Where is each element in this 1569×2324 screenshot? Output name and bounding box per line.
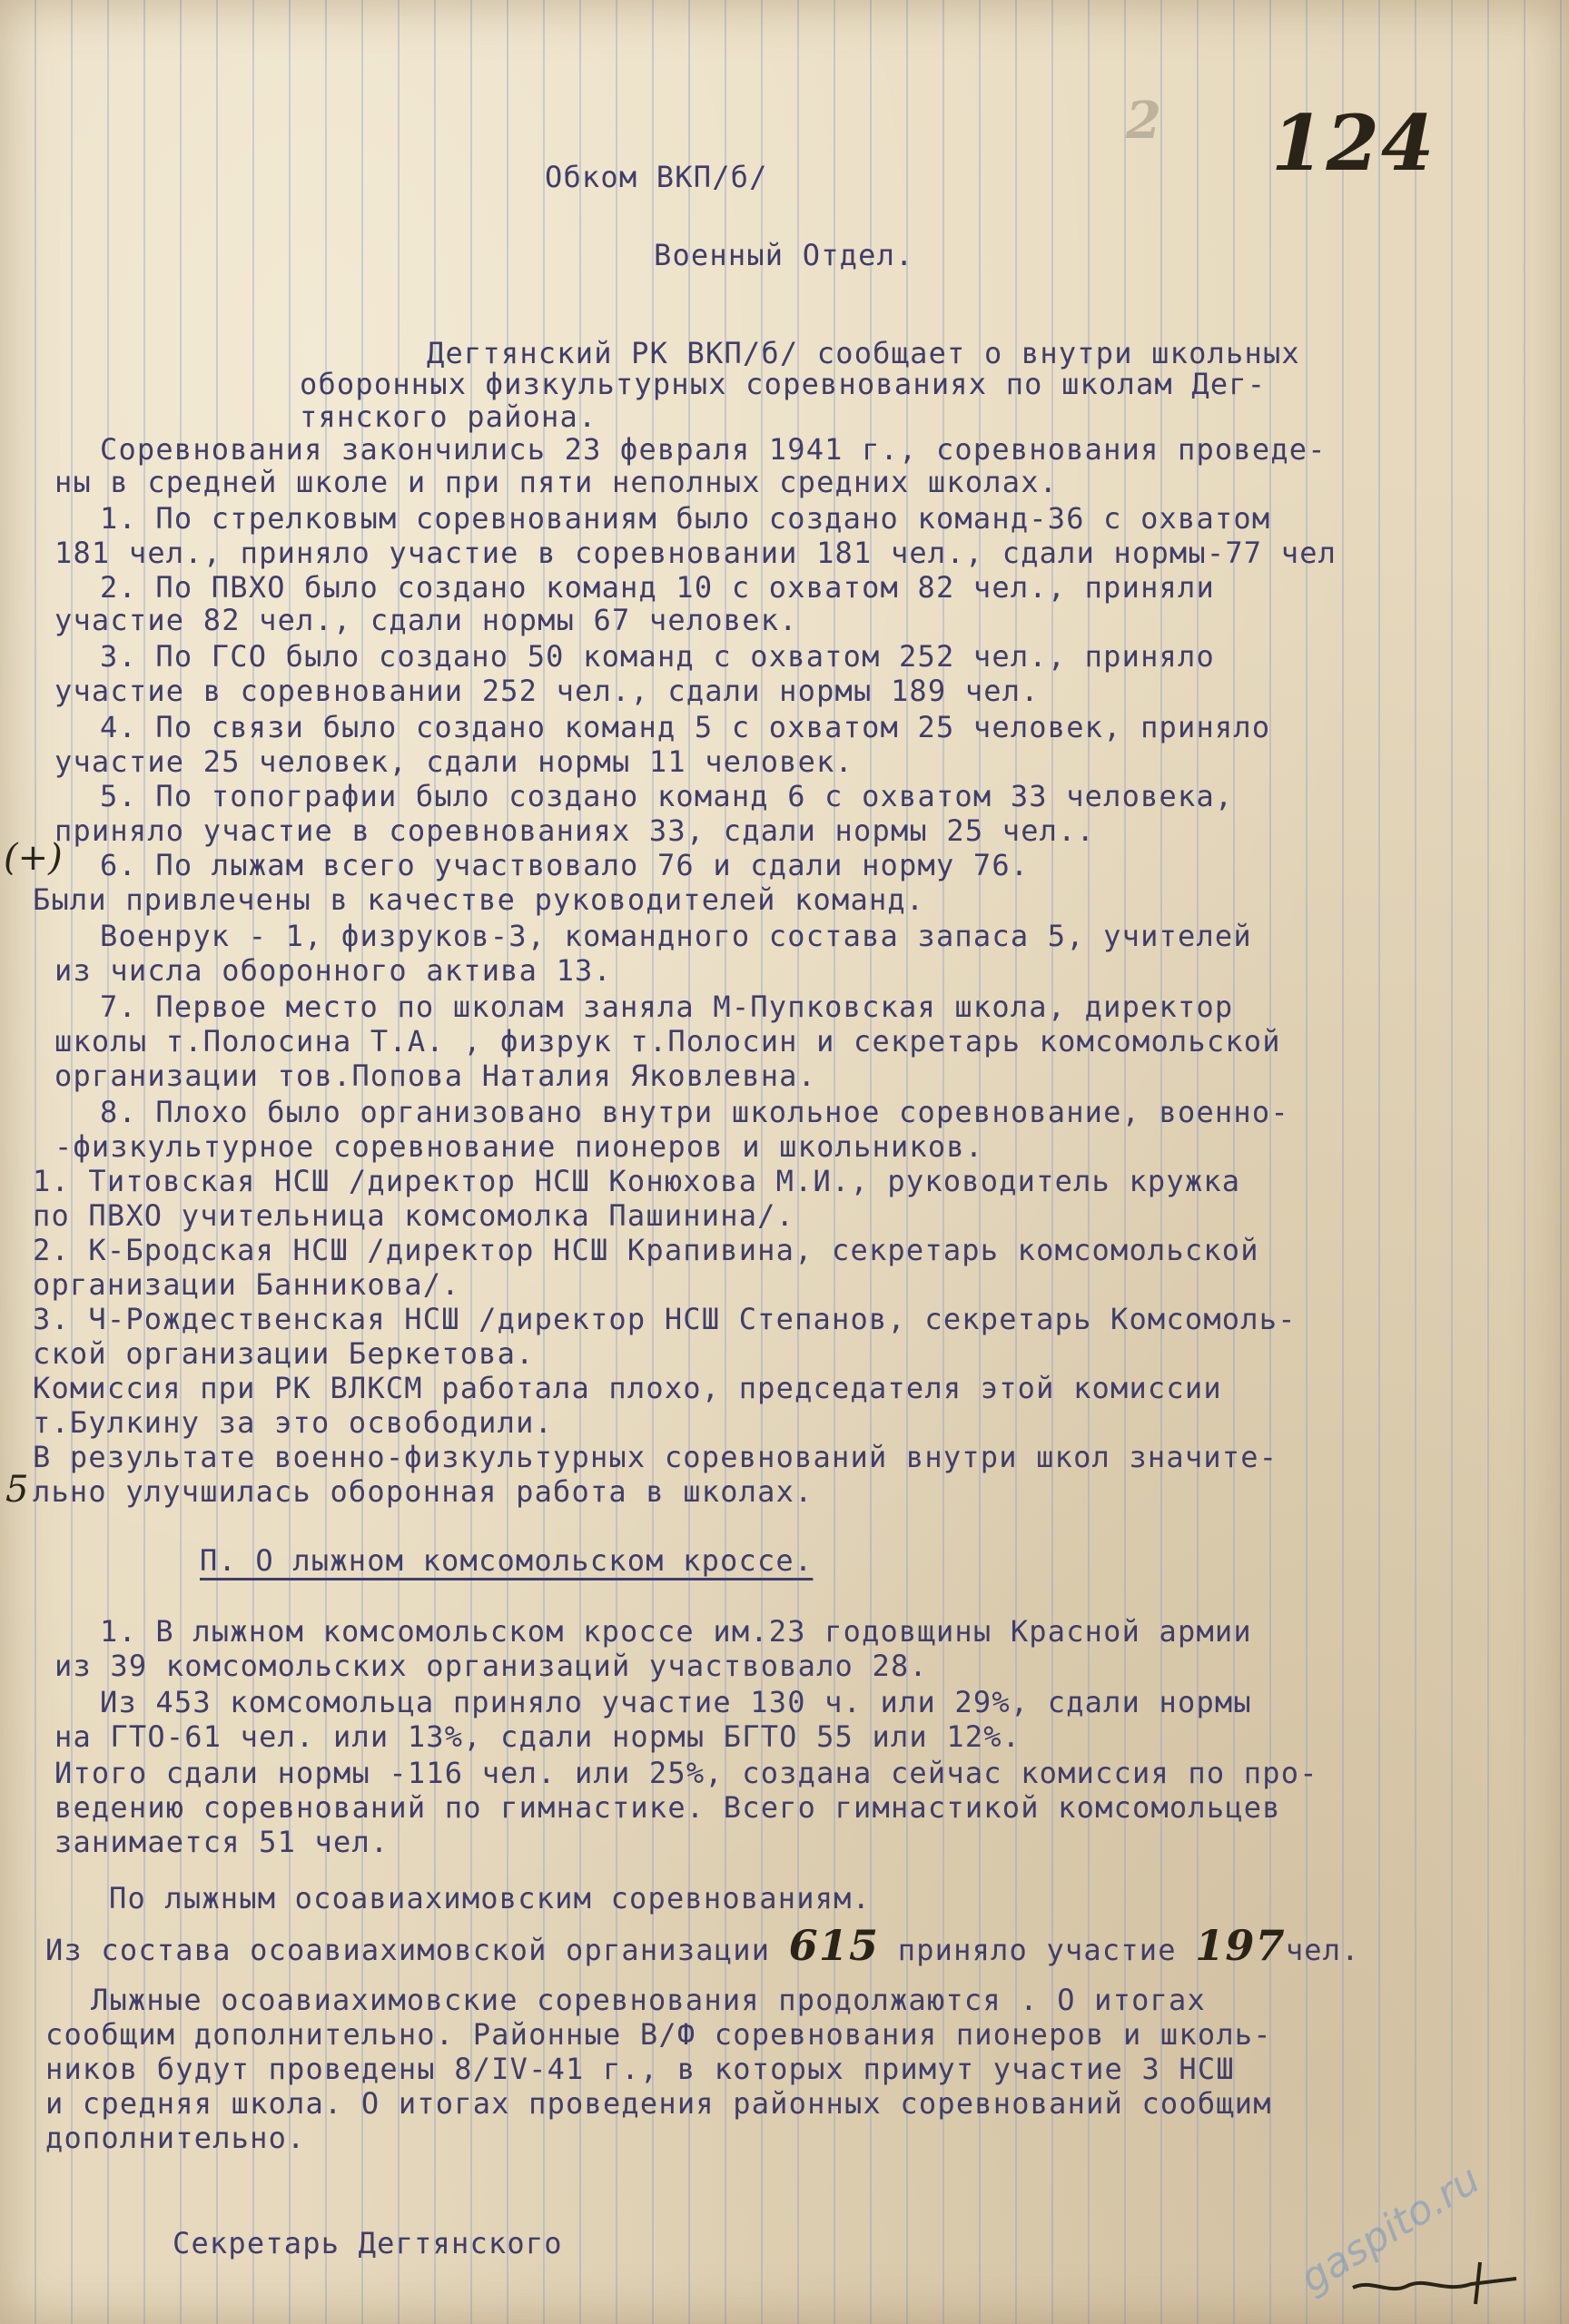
section2-line: из 39 комсомольских организаций участвовало 28. xyxy=(54,1649,928,1683)
department: Военный Отдел. xyxy=(654,238,914,272)
margin-mark: (+) xyxy=(4,837,63,879)
body-line: организации Банникова/. xyxy=(33,1267,460,1302)
handwritten-page-number: 124 xyxy=(1271,98,1436,188)
body-line: 4. По связи было создано команд 5 с охватом 25 человек, приняло xyxy=(100,710,1271,744)
body-line: -физкультурное соревнование пионеров и школьников. xyxy=(54,1129,984,1164)
section2-heading: П. О лыжном комсомольском кроссе. xyxy=(200,1543,814,1578)
body-line: по ПВХО учительница комсомолка Пашинина/. xyxy=(33,1198,795,1233)
closing-line: ников будут проведены 8/IV-41 г., в которых примут участие 3 НСШ xyxy=(45,2052,1235,2086)
section2-line: 1. В лыжном комсомольском кроссе им.23 годовщины Красной армии xyxy=(100,1614,1252,1649)
section2-line: Из 453 комсомольца приняло участие 130 ч. или 29%, сдали нормы xyxy=(100,1685,1252,1719)
body-line: 181 чел., приняло участие в соревновании 181 чел., сдали нормы-77 чел xyxy=(54,536,1337,570)
section2-line: на ГТО-61 чел. или 13%, сдали нормы БГТО 55 или 12%. xyxy=(54,1719,1021,1754)
body-line: ской организации Беркетова. xyxy=(33,1336,535,1371)
body-line: 2. По ПВХО было создано команд 10 с охватом 82 чел., приняли xyxy=(100,570,1215,605)
closing-line: сообщим дополнительно. Районные В/Ф соревнования пионеров и школь- xyxy=(45,2017,1272,2052)
body-line: тянского района. xyxy=(300,399,597,434)
body-line: 7. Первое место по школам заняла М-Пупковская школа, директор xyxy=(100,990,1234,1024)
body-line: Военрук - 1, физруков-3, командного состава запаса 5, учителей xyxy=(100,919,1252,953)
body-line: участие 25 человек, сдали нормы 11 человек. xyxy=(54,744,854,779)
watermark: gaspito.ru xyxy=(1292,2156,1488,2302)
body-line: участие 82 чел., сдали нормы 67 человек. xyxy=(54,603,798,637)
section3-line xyxy=(45,1921,1360,1970)
body-line: школы т.Полосина Т.А. , физрук т.Полосин и секретарь комсомольской xyxy=(54,1024,1281,1059)
body-line: 6. По лыжам всего участвовало 76 и сдали норму 76. xyxy=(100,848,1030,882)
body-line: льно улучшилась оборонная работа в школах. xyxy=(33,1474,814,1509)
margin-mark: 5 xyxy=(5,1469,29,1511)
closing-line: дополнительно. xyxy=(45,2121,306,2155)
body-line: Дегтянский РК ВКП/б/ сообщает о внутри школьных xyxy=(427,336,1300,370)
section3-text: Из состава осоавиахимовской организации xyxy=(45,1933,771,1967)
closing-line: Лыжные осоавиахимовские соревнования продолжаются . О итогах xyxy=(91,1983,1206,2017)
body-line: т.Булкину за это освободили. xyxy=(33,1405,554,1440)
body-line: 3. Ч-Рождественская НСШ /директор НСШ Степанов, секретарь Комсомоль- xyxy=(33,1302,1297,1336)
handwritten-615: 615 xyxy=(788,1921,880,1970)
body-line: 8. Плохо было организовано внутри школьное соревнование, военно- xyxy=(100,1095,1289,1129)
body-line: В результате военно-физкультурных соревнований внутри школ значите- xyxy=(33,1440,1278,1474)
recipient: Обком ВКП/б/ xyxy=(545,160,768,194)
section3-text: приняло участие xyxy=(897,1933,1177,1967)
body-line: 2. К-Бродская НСШ /директор НСШ Крапивина, секретарь комсомольской xyxy=(33,1233,1259,1267)
body-line: оборонных физкультурных соревнованиях по школам Дег- xyxy=(300,367,1267,401)
body-line: организации тов.Попова Наталия Яковлевна. xyxy=(54,1059,817,1093)
section3-text: чел. xyxy=(1285,1933,1360,1967)
body-line: 1. Титовская НСШ /директор НСШ Конюхова М.И., руководитель кружка xyxy=(33,1164,1241,1198)
body-line: Были привлечены в качестве руководителей команд. xyxy=(33,882,925,917)
body-line: Соревнования закончились 23 февраля 1941 г., соревнования проведе- xyxy=(100,432,1327,467)
body-line: 3. По ГСО было создано 50 команд с охватом 252 чел., приняло xyxy=(100,639,1215,674)
body-line: из числа оборонного актива 13. xyxy=(54,953,612,988)
body-line: приняло участие в соревнованиях 33, сдали нормы 25 чел.. xyxy=(54,813,1096,848)
body-line: 1. По стрелковым соревнованиям было создано команд-36 с охватом xyxy=(100,501,1271,536)
handwritten-197: 197 xyxy=(1195,1921,1286,1970)
section2-line: занимается 51 чел. xyxy=(54,1825,390,1859)
body-line: ны в средней школе и при пяти неполных средних школах. xyxy=(54,465,1059,499)
faint-handwritten-number: 2 xyxy=(1126,91,1161,151)
section2-line: Итого сдали нормы -116 чел. или 25%, создана сейчас комиссия по про- xyxy=(54,1756,1318,1790)
signature-title: Секретарь Дегтянского xyxy=(173,2226,563,2260)
section3-heading: По лыжным осоавиахимовским соревнованиям. xyxy=(109,1881,872,1915)
body-line: 5. По топографии было создано команд 6 с охватом 33 человека, xyxy=(100,779,1234,813)
closing-line: и средняя школа. О итогах проведения районных соревнований сообщим xyxy=(45,2086,1272,2121)
body-line: Комиссия при РК ВЛКСМ работала плохо, председателя этой комиссии xyxy=(33,1371,1222,1405)
section2-line: ведению соревнований по гимнастике. Всего гимнастикой комсомольцев xyxy=(54,1790,1281,1825)
body-line: участие в соревновании 252 чел., сдали нормы 189 чел. xyxy=(54,674,1040,708)
